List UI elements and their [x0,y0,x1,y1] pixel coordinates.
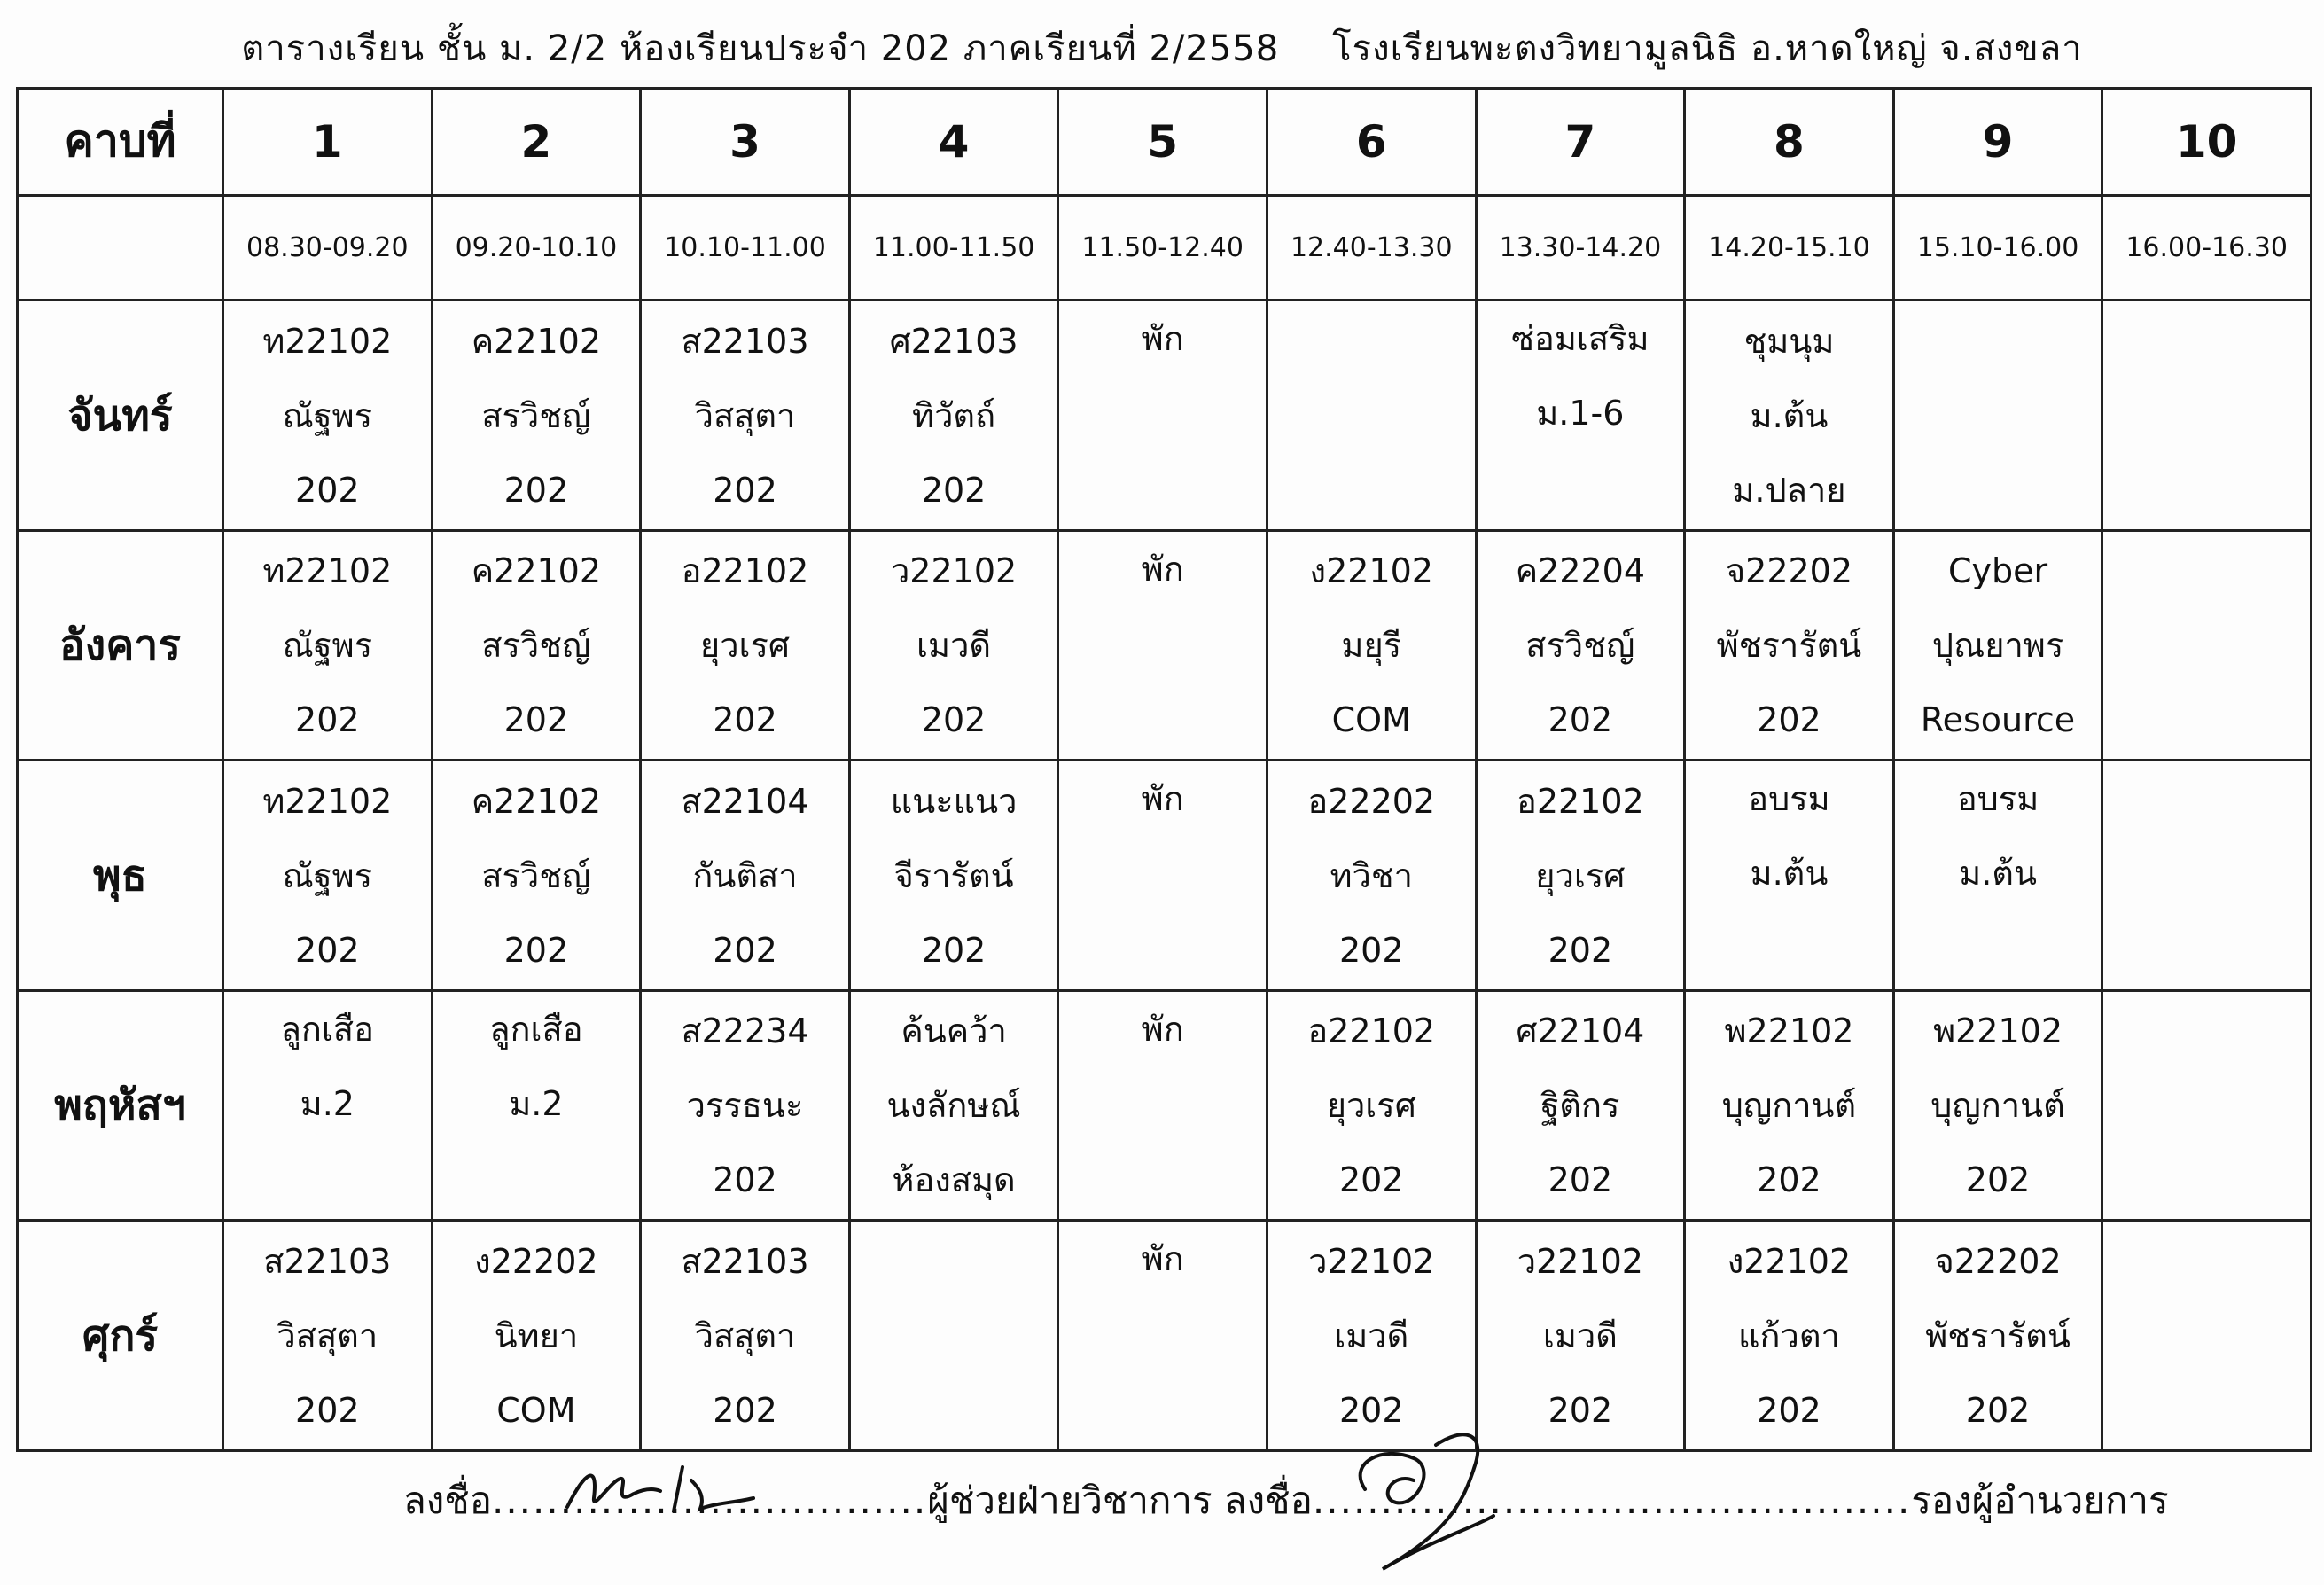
cell-line: ค22102 [471,551,602,591]
cell-line: ณัฐพร [282,395,373,435]
cell-line: ศ22103 [889,321,1018,361]
cell-line: ยุวเรศ [1326,1086,1416,1126]
cell-line: พ22102 [1724,1011,1854,1051]
cell-line: ท22102 [262,781,393,821]
cell-line: ห้องสมุด [892,1160,1016,1200]
cell-line: ค22102 [471,321,602,361]
cell-line: COM [1331,700,1411,740]
schedule-cell [849,530,1058,761]
cell-line: 202 [713,1390,777,1430]
sign-label-1: ลงชื่อ [403,1479,492,1522]
cell-line: 202 [713,700,777,740]
schedule-cell [1267,301,1476,531]
schedule-cell [1476,1221,1685,1451]
schedule-cell [2102,301,2312,531]
cell-line: ทิวัตถ์ [912,395,996,435]
period-number: 6 [1267,89,1476,196]
period-number: 1 [223,89,433,196]
cell-line: พัก [1141,779,1184,819]
schedule-cell [849,761,1058,991]
cell-line: นิทยา [494,1316,579,1355]
cell-line: วรรธนะ [686,1086,804,1126]
cell-line: 202 [1757,1390,1821,1430]
period-time: 13.30-14.20 [1476,195,1685,301]
schedule-cell [2102,530,2312,761]
cell-line: 202 [1339,1160,1404,1200]
schedule-cell [432,530,641,761]
period-number: 4 [849,89,1058,196]
cell-line: ม.2 [300,1083,355,1123]
schedule-cell [2102,990,2312,1221]
cell-line: 202 [1965,1160,2031,1200]
period-number: 2 [432,89,641,196]
cell-line: 202 [1339,1390,1404,1430]
cell-line: วิสสุตา [277,1316,378,1355]
cell-line: อบรม [1748,779,1830,819]
cell-line: ว22102 [1517,1241,1643,1281]
schedule-cell [849,301,1058,531]
day-label: พฤหัสฯ [18,990,223,1221]
cell-line: ณัฐพร [282,855,373,895]
cell-line: เมวดี [1542,1316,1618,1355]
cell-line: อบรม [1956,779,2039,819]
cell-line: 202 [921,470,987,510]
period-time: 12.40-13.30 [1267,195,1476,301]
period-number: 8 [1685,89,1894,196]
cell-line: สรวิชญ์ [1525,626,1635,666]
period-header-label: คาบที่ [18,89,223,196]
schedule-cell [1058,761,1267,991]
day-row [18,761,2312,991]
handwritten-signature-1 [550,1454,762,1525]
cell-line: ง22102 [1309,551,1433,591]
sign-label-2: ลงชื่อ [1223,1479,1313,1522]
cell-line: ลูกเสือ [489,1009,583,1049]
cell-line: 202 [295,1390,360,1430]
cell-line: แนะแนว [890,781,1018,821]
cell-line: ปุณยาพร [1931,626,2064,666]
schedule-cell [1058,1221,1267,1451]
schedule-cell [1267,761,1476,991]
cell-line: พัก [1141,1009,1184,1049]
schedule-cell [641,761,850,991]
day-row [18,301,2312,531]
period-time: 11.00-11.50 [849,195,1058,301]
schedule-cell [849,990,1058,1221]
schedule-cell [1476,530,1685,761]
cell-line: 202 [713,1160,777,1200]
title-school: โรงเรียนพะตงวิทยามูลนิธิ อ.หาดใหญ่ จ.สงขลา [1332,28,2083,69]
cell-line: กันติสา [692,855,798,895]
schedule-cell [1058,301,1267,531]
cell-line: 202 [1965,1390,2031,1430]
schedule-cell [1893,530,2102,761]
cell-line: ยุวเรศ [699,626,791,666]
cell-line: ส22103 [681,321,809,361]
cell-line: ม.ต้น [1750,395,1829,435]
schedule-cell [223,301,433,531]
timetable [16,87,2312,1452]
cell-line: Cyber [1947,551,2048,591]
schedule-cell [432,1221,641,1451]
period-time: 16.00-16.30 [2102,195,2312,301]
cell-line: พ22102 [1933,1011,2063,1051]
schedule-cell [641,1221,850,1451]
schedule-cell [223,761,433,991]
schedule-cell [1476,761,1685,991]
cell-line: ฐิติกร [1540,1086,1620,1126]
cell-line: พัชรารัตน์ [1925,1316,2071,1355]
cell-line: อ22102 [1517,781,1644,821]
cell-line: 202 [1548,1160,1613,1200]
period-time: 15.10-16.00 [1893,195,2102,301]
cell-line: อ22102 [1307,1011,1436,1051]
cell-line: สรวิชญ์ [481,395,591,435]
schedule-cell [2102,1221,2312,1451]
cell-line: สรวิชญ์ [481,626,591,666]
cell-line: แก้วตา [1738,1316,1840,1355]
cell-line: Resource [1920,700,2076,740]
cell-line: พัก [1141,1239,1184,1279]
cell-line: ท22102 [262,551,393,591]
period-header-row [18,89,2312,196]
schedule-cell [849,1221,1058,1451]
schedule-cell [641,301,850,531]
schedule-cell [1893,990,2102,1221]
period-time: 09.20-10.10 [432,195,641,301]
day-label: ศุกร์ [18,1221,223,1451]
period-number: 5 [1058,89,1267,196]
period-number: 9 [1893,89,2102,196]
schedule-cell [223,1221,433,1451]
cell-line: ว22102 [890,551,1018,591]
day-row [18,990,2312,1221]
cell-line: ซ่อมเสริม [1511,319,1649,359]
day-label: จันทร์ [18,301,223,531]
cell-line: ม.1-6 [1536,394,1625,433]
period-time: 14.20-15.10 [1685,195,1894,301]
cell-line: พัก [1141,549,1184,589]
day-row [18,1221,2312,1451]
schedule-cell [1058,990,1267,1221]
role-assistant: ผู้ช่วยฝ่ายวิชาการ [927,1479,1213,1522]
cell-line: วิสสุตา [694,395,796,435]
cell-line: สรวิชญ์ [481,855,591,895]
schedule-cell [641,530,850,761]
schedule-cell [432,301,641,531]
cell-line: COM [496,1390,576,1430]
cell-line: 202 [1548,700,1613,740]
cell-line: 202 [295,700,360,740]
schedule-cell [1476,990,1685,1221]
cell-line: พัชรารัตน์ [1716,626,1862,666]
schedule-cell [1685,301,1894,531]
schedule-cell [223,530,433,761]
cell-line: 202 [1757,700,1821,740]
period-number: 10 [2102,89,2312,196]
cell-line: ส22103 [263,1241,392,1281]
day-label: พุธ [18,761,223,991]
cell-line: ค้นคว้า [901,1011,1007,1051]
cell-line: บุญกานต์ [1721,1086,1857,1126]
cell-line: 202 [1339,930,1404,970]
cell-line: ทวิชา [1330,855,1414,895]
cell-line: 202 [503,930,569,970]
cell-line: มยุรี [1341,626,1402,666]
cell-line: 202 [295,930,360,970]
cell-line: บุญกานต์ [1930,1086,2065,1126]
cell-line: ง22102 [1727,1241,1852,1281]
cell-line: ว22102 [1308,1241,1435,1281]
cell-line: 202 [921,930,987,970]
cell-line: ส22103 [681,1241,809,1281]
schedule-cell [1685,530,1894,761]
cell-line: ณัฐพร [282,626,373,666]
cell-line: ม.ต้น [1750,854,1829,894]
cell-line: 202 [1548,930,1613,970]
schedule-cell [1267,990,1476,1221]
cell-line: 202 [503,700,569,740]
cell-line: 202 [503,470,569,510]
cell-line: ส22234 [681,1011,809,1051]
period-number: 3 [641,89,850,196]
cell-line: ง22202 [474,1241,598,1281]
cell-line: ยุวเรศ [1535,855,1626,895]
cell-line: 202 [295,470,360,510]
cell-line: เมวดี [1334,1316,1409,1355]
cell-line: ค22102 [471,781,602,821]
cell-line: ท22102 [262,321,393,361]
cell-line: จ22202 [1934,1241,2062,1281]
schedule-cell [1685,1221,1894,1451]
cell-line: 202 [713,930,777,970]
cell-line: ค22204 [1515,551,1646,591]
cell-line: นงลักษณ์ [886,1086,1021,1126]
cell-line: ศ22104 [1516,1011,1645,1051]
schedule-cell [641,990,850,1221]
cell-line: ม.ปลาย [1732,470,1846,510]
schedule-cell [2102,761,2312,991]
cell-line: 202 [1548,1390,1613,1430]
schedule-cell [1476,301,1685,531]
cell-line: พัก [1141,319,1184,359]
cell-line: 202 [921,700,987,740]
schedule-cell [1267,530,1476,761]
period-time: 11.50-12.40 [1058,195,1267,301]
title-main: ตารางเรียน ชั้น ม. 2/2 ห้องเรียนประจำ 202 ภาคเรียนที่ 2/2558 [241,28,1280,69]
schedule-cell [432,990,641,1221]
signature-line-2: ............................................ [1312,1479,1912,1522]
cell-line: 202 [1757,1160,1821,1200]
period-time: 10.10-11.00 [641,195,850,301]
schedule-cell [223,990,433,1221]
cell-line: ลูกเสือ [280,1009,374,1049]
schedule-cell [1685,990,1894,1221]
cell-line: อ22202 [1307,781,1436,821]
day-row [18,530,2312,761]
cell-line: 202 [713,470,777,510]
schedule-cell [1058,530,1267,761]
schedule-cell [1893,761,2102,991]
handwritten-signature-2 [1330,1409,1507,1578]
schedule-cell [1893,301,2102,531]
role-deputy: รองผู้อำนวยการ [1911,1479,2169,1522]
cell-line: จ22202 [1725,551,1853,591]
day-label: อังคาร [18,530,223,761]
page-title [0,20,2324,76]
cell-line: ส22104 [681,781,809,821]
cell-line: ม.ต้น [1959,854,2037,894]
cell-line: วิสสุตา [694,1316,796,1355]
blank-cell [18,195,223,301]
schedule-cell [1893,1221,2102,1451]
cell-line: ชุมนุม [1743,321,1835,361]
cell-line: ม.2 [509,1083,564,1123]
schedule-cell [1685,761,1894,991]
cell-line: อ22102 [681,551,809,591]
schedule-cell [432,761,641,991]
cell-line: จีรารัตน์ [893,855,1014,895]
cell-line: เมวดี [916,626,992,666]
period-time: 08.30-09.20 [223,195,433,301]
period-number: 7 [1476,89,1685,196]
signature-line-1: ................................ [491,1479,928,1522]
period-times-row [18,195,2312,301]
